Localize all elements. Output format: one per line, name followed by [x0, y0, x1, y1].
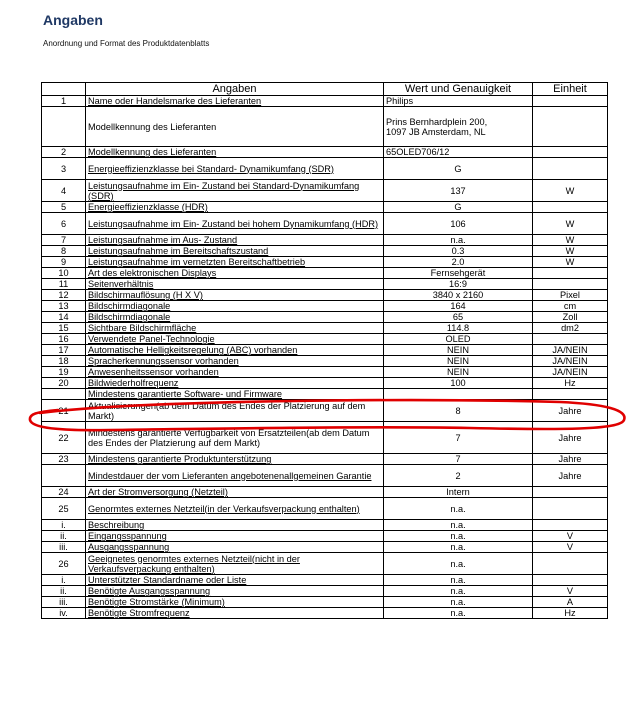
row-value: 137: [384, 180, 533, 202]
table-row: [42, 323, 608, 334]
table-row: [42, 597, 608, 608]
row-number: 22: [42, 422, 86, 454]
table-row: [42, 268, 608, 279]
row-number: 1: [42, 96, 86, 107]
row-unit: V: [533, 586, 608, 597]
row-description: Seitenverhältnis: [86, 279, 384, 290]
row-unit: Jahre: [533, 400, 608, 422]
row-description: Energieeffizienzklasse (HDR): [86, 202, 384, 213]
row-value: Prins Bernhardplein 200, 1097 JB Amsterdam, NL: [384, 107, 533, 147]
row-unit: JA/NEIN: [533, 356, 608, 367]
row-number: iv.: [42, 608, 86, 619]
table-row: [42, 378, 608, 389]
row-description: Beschreibung: [86, 520, 384, 531]
row-unit: [533, 389, 608, 400]
row-description: Benötigte Stromstärke (Minimum): [86, 597, 384, 608]
row-value: n.a.: [384, 235, 533, 246]
row-unit: A: [533, 597, 608, 608]
table-row: [42, 279, 608, 290]
row-value: n.a.: [384, 575, 533, 586]
table-row: [42, 257, 608, 268]
row-description: Automatische Helligkeitsregelung (ABC) vorhanden: [86, 345, 384, 356]
row-description: Benötigte Stromfrequenz: [86, 608, 384, 619]
row-unit: [533, 279, 608, 290]
row-unit: W: [533, 235, 608, 246]
row-unit: Jahre: [533, 465, 608, 487]
row-description: Leistungsaufnahme im Aus- Zustand: [86, 235, 384, 246]
row-number: 9: [42, 257, 86, 268]
table-row: [42, 345, 608, 356]
table-row: [42, 586, 608, 597]
row-number: 6: [42, 213, 86, 235]
table-row: [42, 553, 608, 575]
row-value: 164: [384, 301, 533, 312]
row-value: NEIN: [384, 367, 533, 378]
table-row: [42, 202, 608, 213]
row-value: OLED: [384, 334, 533, 345]
row-unit: W: [533, 257, 608, 268]
header-value: Wert und Genauigkeit: [384, 83, 533, 96]
row-unit: [533, 147, 608, 158]
row-unit: Pixel: [533, 290, 608, 301]
row-unit: Zoll: [533, 312, 608, 323]
table-row: [42, 334, 608, 345]
table-row: [42, 246, 608, 257]
row-value: 65OLED706/12: [384, 147, 533, 158]
table-row: [42, 235, 608, 246]
row-value: n.a.: [384, 608, 533, 619]
row-description: Energieeffizienzklasse bei Standard- Dynamikumfang (SDR): [86, 158, 384, 180]
row-number: 13: [42, 301, 86, 312]
row-number: 8: [42, 246, 86, 257]
row-unit: W: [533, 180, 608, 202]
row-number: ii.: [42, 586, 86, 597]
row-number: 7: [42, 235, 86, 246]
table-header-row: [42, 83, 608, 96]
row-number: 4: [42, 180, 86, 202]
table-row: [42, 290, 608, 301]
row-value: 3840 x 2160: [384, 290, 533, 301]
row-unit: V: [533, 542, 608, 553]
row-number: 14: [42, 312, 86, 323]
row-unit: [533, 202, 608, 213]
row-value: [384, 389, 533, 400]
row-unit: W: [533, 213, 608, 235]
row-description: Aktualisierungen(ab dem Datum des Endes der Platzierung auf dem Markt): [86, 400, 384, 422]
row-unit: Hz: [533, 378, 608, 389]
table-row: [42, 389, 608, 400]
row-unit: Hz: [533, 608, 608, 619]
row-value: n.a.: [384, 498, 533, 520]
row-unit: [533, 487, 608, 498]
row-number: 3: [42, 158, 86, 180]
row-number: iii.: [42, 597, 86, 608]
row-number: [42, 389, 86, 400]
row-unit: [533, 334, 608, 345]
table-row: [42, 107, 608, 147]
row-description: Modellkennung des Lieferanten: [86, 107, 384, 147]
row-unit: [533, 268, 608, 279]
table-row: [42, 400, 608, 422]
row-description: Verwendete Panel-Technologie: [86, 334, 384, 345]
row-unit: dm2: [533, 323, 608, 334]
row-value: NEIN: [384, 345, 533, 356]
row-number: ii.: [42, 531, 86, 542]
page-subtitle: Anordnung und Format des Produktdatenblatts: [43, 39, 210, 48]
row-value: 100: [384, 378, 533, 389]
row-description: Mindestens garantierte Verfügbarkeit von Ersatzteilen(ab dem Datum des Endes der Platzierung auf dem Markt): [86, 422, 384, 454]
row-value: 2.0: [384, 257, 533, 268]
row-unit: [533, 96, 608, 107]
table-row: [42, 356, 608, 367]
table-row: [42, 147, 608, 158]
row-unit: cm: [533, 301, 608, 312]
row-description: Leistungsaufnahme im vernetzten Bereitschaftbetrieb: [86, 257, 384, 268]
row-description: Bildschirmdiagonale: [86, 301, 384, 312]
table-row: [42, 367, 608, 378]
row-description: Geeignetes genormtes externes Netzteil(nicht in der Verkaufsverpackung enthalten): [86, 553, 384, 575]
row-value: 0.3: [384, 246, 533, 257]
row-description: Art des elektronischen Displays: [86, 268, 384, 279]
row-description: Mindestdauer der vom Lieferanten angebotenenallgemeinen Garantie: [86, 465, 384, 487]
row-number: 20: [42, 378, 86, 389]
row-value: n.a.: [384, 597, 533, 608]
row-unit: Jahre: [533, 454, 608, 465]
row-description: Name oder Handelsmarke des Lieferanten: [86, 96, 384, 107]
row-number: 16: [42, 334, 86, 345]
row-value: 7: [384, 422, 533, 454]
row-description: Art der Stromversorgung (Netzteil): [86, 487, 384, 498]
row-value: 16:9: [384, 279, 533, 290]
table-row: [42, 213, 608, 235]
header-num: [42, 83, 86, 96]
row-number: 24: [42, 487, 86, 498]
row-number: [42, 107, 86, 147]
row-number: 23: [42, 454, 86, 465]
table-row: [42, 575, 608, 586]
row-unit: V: [533, 531, 608, 542]
row-unit: JA/NEIN: [533, 367, 608, 378]
table-row: [42, 422, 608, 454]
table-row: [42, 312, 608, 323]
row-description: Eingangsspannung: [86, 531, 384, 542]
row-description: Leistungsaufnahme im Ein- Zustand bei hohem Dynamikumfang (HDR): [86, 213, 384, 235]
row-unit: [533, 498, 608, 520]
row-unit: [533, 107, 608, 147]
row-value: 114.8: [384, 323, 533, 334]
row-value: n.a.: [384, 542, 533, 553]
row-value: 2: [384, 465, 533, 487]
row-unit: JA/NEIN: [533, 345, 608, 356]
row-value: NEIN: [384, 356, 533, 367]
row-unit: Jahre: [533, 422, 608, 454]
row-number: iii.: [42, 542, 86, 553]
row-description: Leistungsaufnahme im Bereitschaftszustand: [86, 246, 384, 257]
table-row: [42, 608, 608, 619]
table-row: [42, 180, 608, 202]
page-title: Angaben: [43, 12, 103, 28]
product-datasheet-table: [41, 82, 608, 619]
row-value: G: [384, 158, 533, 180]
row-description: Modellkennung des Lieferanten: [86, 147, 384, 158]
row-number: 26: [42, 553, 86, 575]
row-number: 2: [42, 147, 86, 158]
header-unit: Einheit: [533, 83, 608, 96]
table-row: [42, 301, 608, 312]
row-description: Leistungsaufnahme im Ein- Zustand bei Standard-Dynamikumfang (SDR): [86, 180, 384, 202]
row-description: Mindestens garantierte Software- und Firmware: [86, 389, 384, 400]
row-unit: [533, 575, 608, 586]
row-number: 19: [42, 367, 86, 378]
row-description: Bildschirmauflösung (H X V): [86, 290, 384, 301]
header-desc: Angaben: [86, 83, 384, 96]
row-description: Bildschirmdiagonale: [86, 312, 384, 323]
row-description: Sichtbare Bildschirmfläche: [86, 323, 384, 334]
row-value: G: [384, 202, 533, 213]
row-unit: [533, 158, 608, 180]
row-number: 10: [42, 268, 86, 279]
table-row: [42, 542, 608, 553]
row-number: 12: [42, 290, 86, 301]
table-body: [42, 96, 608, 619]
row-description: Bildwiederholfrequenz: [86, 378, 384, 389]
row-number: 11: [42, 279, 86, 290]
row-number: 25: [42, 498, 86, 520]
row-value: 7: [384, 454, 533, 465]
row-value: n.a.: [384, 520, 533, 531]
table-row: [42, 498, 608, 520]
row-value: 8: [384, 400, 533, 422]
row-description: Unterstützter Standardname oder Liste: [86, 575, 384, 586]
row-number: 5: [42, 202, 86, 213]
row-value: Intern: [384, 487, 533, 498]
table-row: [42, 531, 608, 542]
row-number: i.: [42, 520, 86, 531]
row-value: Philips: [384, 96, 533, 107]
table-row: [42, 96, 608, 107]
row-value: 65: [384, 312, 533, 323]
row-description: Ausgangsspannung: [86, 542, 384, 553]
row-value: n.a.: [384, 553, 533, 575]
row-number: 18: [42, 356, 86, 367]
row-value: Fernsehgerät: [384, 268, 533, 279]
row-number: 21: [42, 400, 86, 422]
row-description: Anwesenheitssensor vorhanden: [86, 367, 384, 378]
row-description: Benötigte Ausgangsspannung: [86, 586, 384, 597]
row-number: 17: [42, 345, 86, 356]
row-value: 106: [384, 213, 533, 235]
table-row: [42, 158, 608, 180]
row-description: Spracherkennungssensor vorhanden: [86, 356, 384, 367]
row-number: 15: [42, 323, 86, 334]
table-row: [42, 465, 608, 487]
row-description: Mindestens garantierte Produktunterstützung: [86, 454, 384, 465]
row-value: n.a.: [384, 586, 533, 597]
row-number: [42, 465, 86, 487]
table-row: [42, 520, 608, 531]
row-number: i.: [42, 575, 86, 586]
row-unit: W: [533, 246, 608, 257]
table-row: [42, 487, 608, 498]
row-value: n.a.: [384, 531, 533, 542]
row-description: Genormtes externes Netzteil(in der Verkaufsverpackung enthalten): [86, 498, 384, 520]
table-row: [42, 454, 608, 465]
row-unit: [533, 553, 608, 575]
row-unit: [533, 520, 608, 531]
